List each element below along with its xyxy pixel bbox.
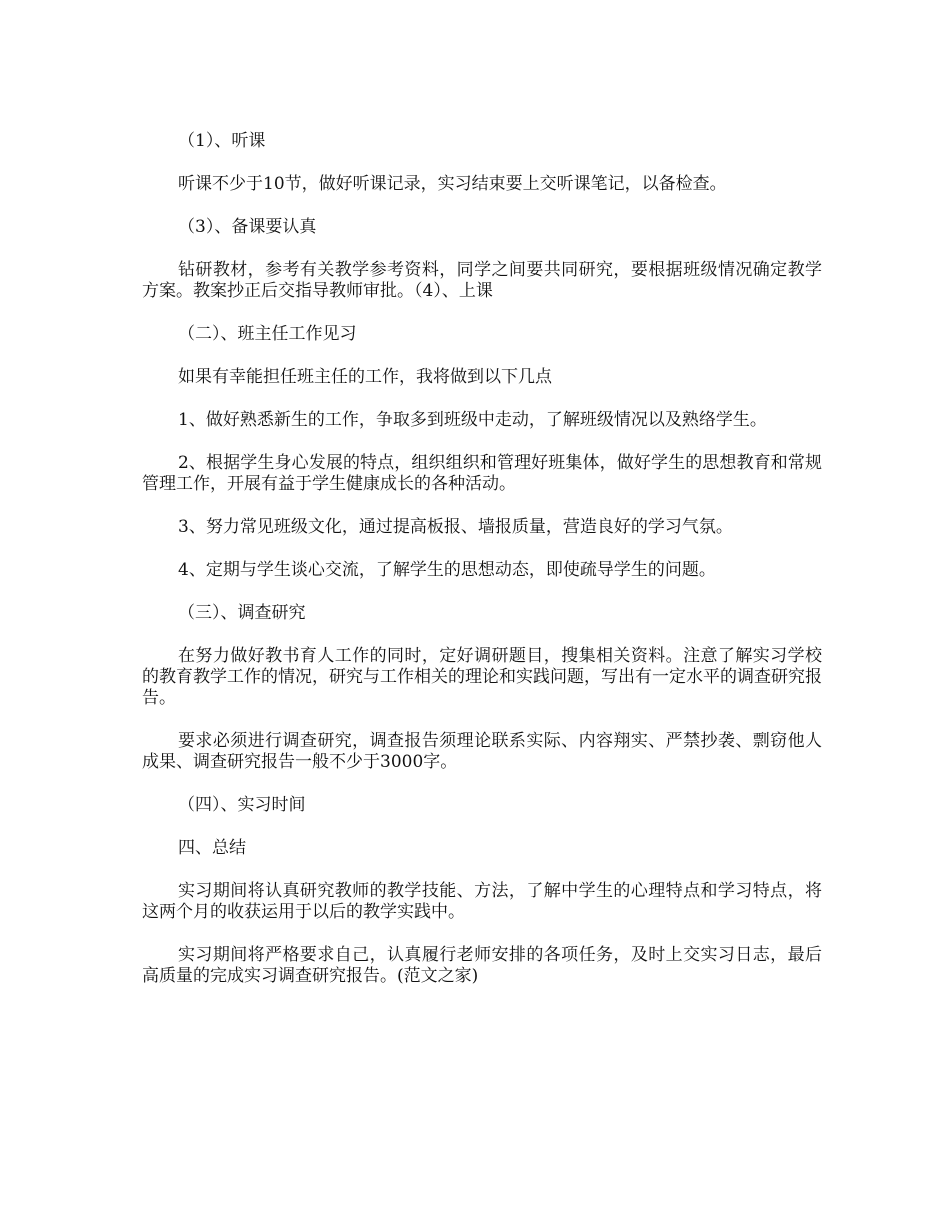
heading-research: （三）、调查研究	[178, 603, 306, 623]
paragraph-listen-class: 听课不少于10节，做好听课记录，实习结束要上交听课笔记，以备检查。	[178, 174, 727, 194]
paragraph-research-2: 要求必须进行调查研究，调查报告须理论联系实际、内容翔实、严禁抄袭、剽窃他人成果、调查研究报告一般不少于3000字。	[142, 731, 822, 772]
list-item-4: 4、定期与学生谈心交流，了解学生的思想动态，即使疏导学生的问题。	[178, 560, 716, 580]
heading-lesson-prep: （3）、备课要认真	[178, 217, 317, 237]
list-item-3: 3、努力常见班级文化，通过提高板报、墙报质量，营造良好的学习气氛。	[178, 517, 733, 537]
document-body	[142, 131, 822, 1009]
heading-internship-time: （四）、实习时间	[178, 795, 306, 815]
paragraph-research-1: 在努力做好教书育人工作的同时，定好调研题目，搜集相关资料。注意了解实习学校的教育教学工作的情况，研究与工作相关的理论和实践问题，写出有一定水平的调查研究报告。	[142, 646, 822, 708]
paragraph-summary-1: 实习期间将认真研究教师的教学技能、方法，了解中学生的心理特点和学习特点，将这两个月的收获运用于以后的教学实践中。	[142, 881, 822, 922]
list-item-2: 2、根据学生身心发展的特点，组织组织和管理好班集体，做好学生的思想教育和常规管理工作，开展有益于学生健康成长的各种活动。	[142, 453, 822, 494]
paragraph-lesson-prep: 钻研教材，参考有关教学参考资料，同学之间要共同研究，要根据班级情况确定教学方案。教案抄正后交指导教师审批。（4）、上课	[142, 260, 822, 301]
paragraph-summary-2: 实习期间将严格要求自己，认真履行老师安排的各项任务，及时上交实习日志，最后高质量的完成实习调查研究报告。(范文之家)	[142, 945, 822, 986]
paragraph-head-teacher-intro: 如果有幸能担任班主任的工作，我将做到以下几点	[178, 367, 552, 387]
heading-summary: 四、总结	[178, 838, 246, 858]
heading-listen-class: （1）、听课	[178, 131, 266, 151]
heading-head-teacher: （二）、班主任工作见习	[178, 324, 357, 344]
list-item-1: 1、做好熟悉新生的工作，争取多到班级中走动，了解班级情况以及熟络学生。	[178, 410, 767, 430]
